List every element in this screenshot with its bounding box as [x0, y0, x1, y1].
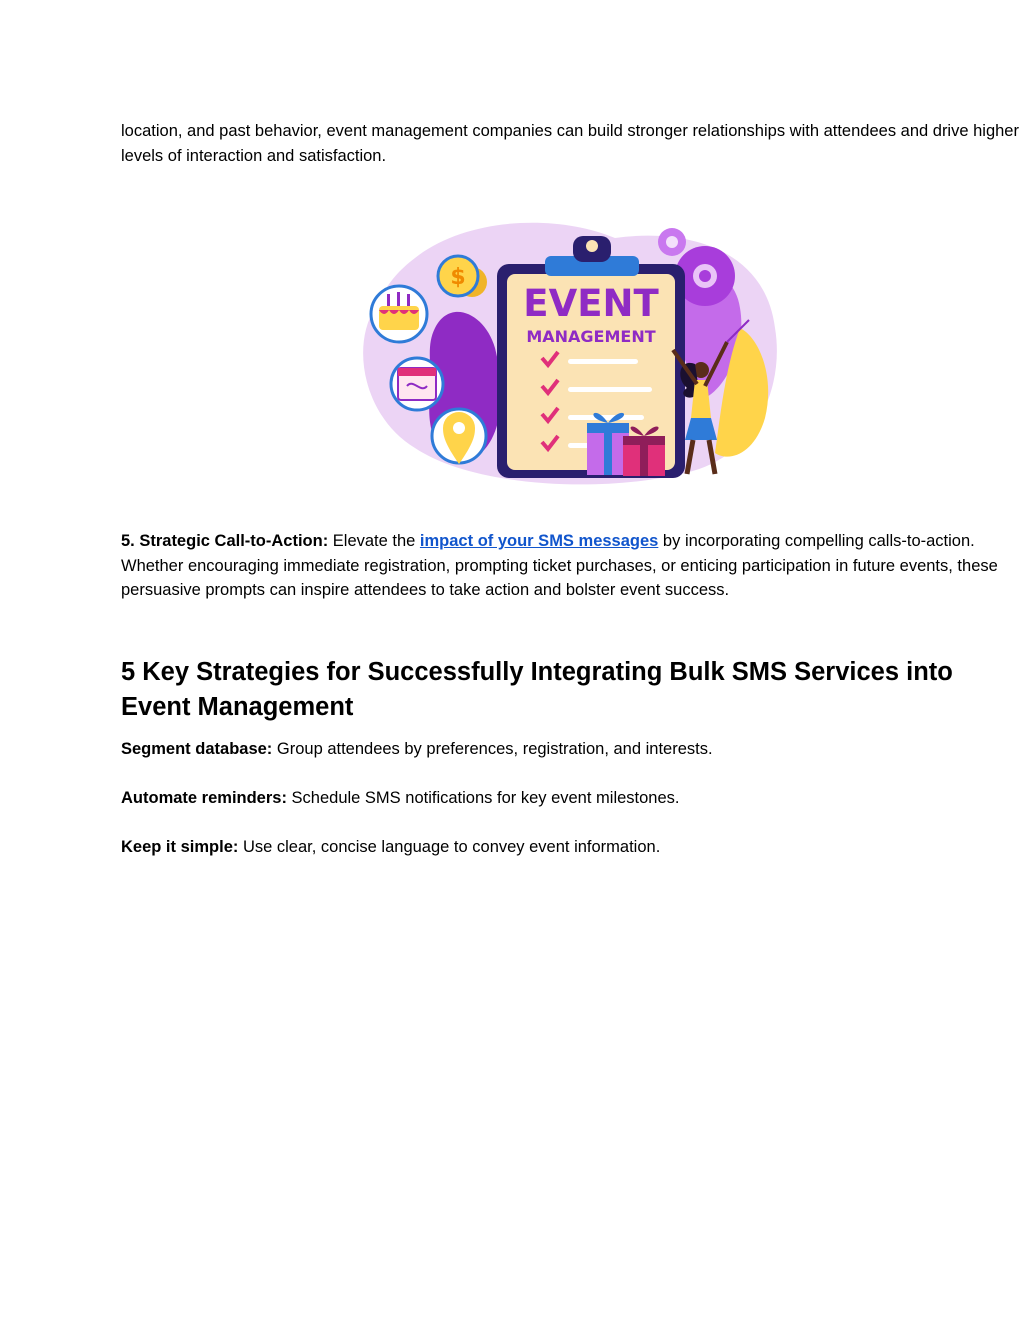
strategy-label: Keep it simple: — [121, 838, 239, 856]
illustration-title: EVENT — [523, 282, 659, 325]
strategy-item — [121, 737, 1021, 762]
strategy-item — [121, 786, 1021, 811]
strategy-text: Use clear, concise language to convey event information. — [238, 838, 661, 856]
illustration-subtitle: MANAGEMENT — [526, 327, 656, 346]
strategy-text: Group attendees by preferences, registration, and interests. — [272, 740, 713, 758]
strategy-label: Automate reminders: — [121, 789, 287, 807]
currency-symbol: $ — [450, 265, 466, 290]
cta-text-before: Elevate the — [328, 532, 420, 550]
calendar-icon — [391, 358, 443, 410]
section-heading: 5 Key Strategies for Successfully Integrating Bulk SMS Services into Event Management — [121, 658, 953, 721]
event-management-illustration — [355, 218, 787, 486]
gear-icon — [658, 228, 686, 256]
location-pin-icon — [432, 409, 486, 464]
sms-impact-link[interactable]: impact of your SMS messages — [419, 532, 659, 550]
cta-paragraph — [121, 529, 1021, 603]
strategy-text: Schedule SMS notifications for key event milestones. — [286, 789, 680, 807]
cake-icon — [371, 286, 427, 342]
strategy-item — [121, 835, 1021, 860]
cta-label: 5. Strategic Call-to-Action: — [121, 532, 329, 550]
cta-text-after: by incorporating compelling calls-to-action. Whether encouraging immediate registration, prompting ticket purchases, or enticing participation in future events, these persuasive prompts can inspire attendees to take action and bolster event success. — [121, 532, 998, 599]
intro-paragraph: location, and past behavior, event management companies can build stronger relationships with attendees and drive higher levels of interaction and satisfaction. — [121, 122, 1019, 165]
strategy-label: Segment database: — [121, 740, 273, 758]
